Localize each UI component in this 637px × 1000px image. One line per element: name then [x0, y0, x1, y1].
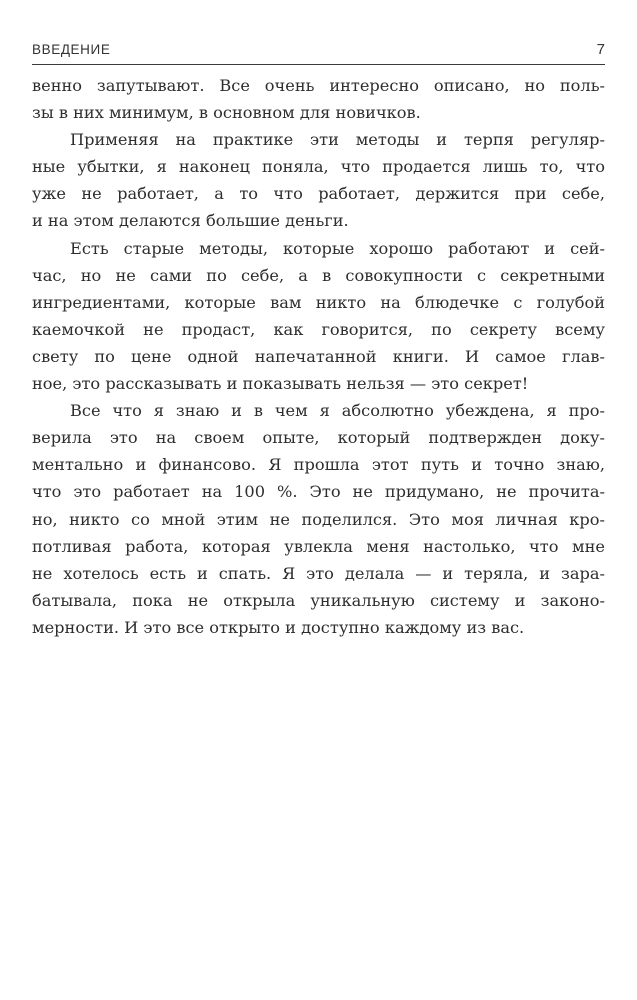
- paragraph: [32, 235, 605, 398]
- running-header: [32, 38, 605, 65]
- text-line: мерности. И это все открыто и доступно каждому из вас.: [32, 617, 525, 637]
- text-line: не хотелось есть и спать. Я это делала — и теряла, и зара-: [32, 563, 605, 583]
- text-line: потливая работа, которая увлекла меня настолько, что мне: [32, 536, 605, 556]
- text-line: уже не работает, а то что работает, держится при себе,: [32, 184, 605, 204]
- paragraph: [32, 397, 605, 641]
- paragraph: [32, 126, 605, 234]
- text-line: час, но не сами по себе, а в совокупности с секретными: [32, 265, 605, 285]
- section-title: ВВЕДЕНИЕ: [32, 42, 111, 57]
- text-line: ное, это рассказывать и показывать нельзя — это секрет!: [32, 374, 529, 394]
- text-line: свету по цене одной напечатанной книги. И самое глав-: [32, 346, 605, 366]
- text-line: каемочкой не продаст, как говорится, по секрету всему: [32, 319, 605, 339]
- text-line: венно запутывают. Все очень интересно описано, но поль-: [32, 76, 605, 95]
- text-line: ные убытки, я наконец поняла, что продается лишь то, что: [32, 157, 605, 177]
- text-line: но, никто со мной этим не поделился. Это моя личная кро-: [32, 509, 605, 529]
- text-line: и на этом делаются большие деньги.: [32, 211, 349, 231]
- text-line: Есть старые методы, которые хорошо работают и сей-: [70, 238, 605, 258]
- text-line: верила это на своем опыте, который подтвержден доку-: [32, 428, 605, 448]
- text-line: что это работает на 100 %. Это не придумано, не прочита-: [32, 482, 605, 502]
- text-line: Все что я знаю и в чем я абсолютно убеждена, я про-: [70, 401, 605, 421]
- text-line: Применяя на практике эти методы и терпя регуляр-: [70, 130, 605, 150]
- text-line: батывала, пока не открыла уникальную систему и законо-: [32, 590, 605, 610]
- paragraph-continued: [32, 72, 605, 126]
- text-line: зы в них минимум, в основном для новичков.: [32, 103, 421, 123]
- text-line: ингредиентами, которые вам никто на блюдечке с голубой: [32, 292, 605, 312]
- text-line: ментально и финансово. Я прошла этот путь и точно знаю,: [32, 455, 605, 475]
- page-number: 7: [596, 41, 605, 58]
- body-text: [32, 72, 605, 641]
